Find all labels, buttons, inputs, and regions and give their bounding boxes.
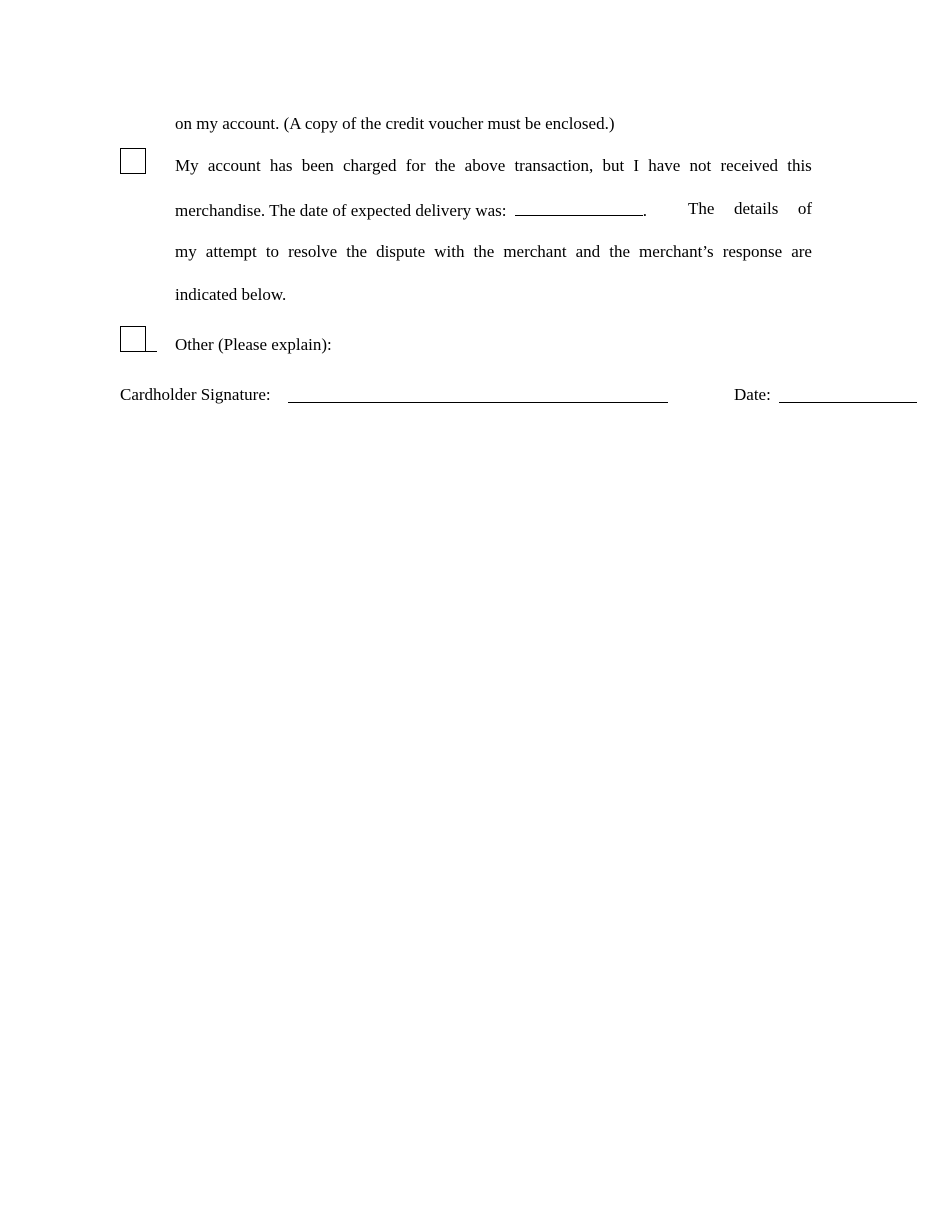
other-checkbox[interactable] <box>120 326 146 352</box>
word: are <box>791 242 812 261</box>
word: merchant <box>503 242 567 261</box>
word: account <box>207 156 261 175</box>
word: but <box>602 156 625 175</box>
word: resolve <box>288 242 338 261</box>
word: my <box>175 242 197 261</box>
word: response <box>722 242 783 261</box>
word: merchant’s <box>639 242 714 261</box>
other-checkbox-underline <box>146 351 157 352</box>
word: with <box>434 242 465 261</box>
continuation-text: on my account. (A copy of the credit voucher must be enclosed.) <box>175 114 615 133</box>
word: the <box>609 242 630 261</box>
word: charged <box>343 156 397 175</box>
word: has <box>269 156 293 175</box>
word: above <box>464 156 506 175</box>
signature-label: Cardholder Signature: <box>120 385 271 404</box>
word: and <box>575 242 601 261</box>
date-label: Date: <box>734 385 771 404</box>
word: My <box>175 156 199 175</box>
word: The <box>688 199 715 218</box>
not-received-line-2 <box>175 199 812 221</box>
word: been <box>301 156 334 175</box>
date-field[interactable] <box>779 402 917 403</box>
not-received-checkbox[interactable] <box>120 148 146 174</box>
expected-delivery-date-field[interactable] <box>515 199 643 216</box>
word: the <box>473 242 495 261</box>
word: dispute <box>376 242 426 261</box>
word: have <box>648 156 681 175</box>
word: I <box>633 156 640 175</box>
word: of <box>797 199 812 218</box>
word: for <box>405 156 426 175</box>
line-2-tail <box>688 199 812 221</box>
word: transaction, <box>514 156 594 175</box>
word: the <box>346 242 368 261</box>
not-received-line-1 <box>175 156 812 176</box>
not-received-line-3 <box>175 242 812 262</box>
not-received-line-4: indicated below. <box>175 285 287 304</box>
word: attempt <box>205 242 257 261</box>
signature-field[interactable] <box>288 402 668 403</box>
other-label: Other (Please explain): <box>175 335 332 354</box>
word: to <box>265 242 280 261</box>
not-received-line-2-prefix: merchandise. The date of expected delivery was: <box>175 201 507 220</box>
word: this <box>787 156 812 175</box>
word: not <box>689 156 712 175</box>
line-2-period: . <box>642 201 648 220</box>
word: details <box>733 199 779 218</box>
word: received <box>720 156 779 175</box>
word: the <box>434 156 456 175</box>
